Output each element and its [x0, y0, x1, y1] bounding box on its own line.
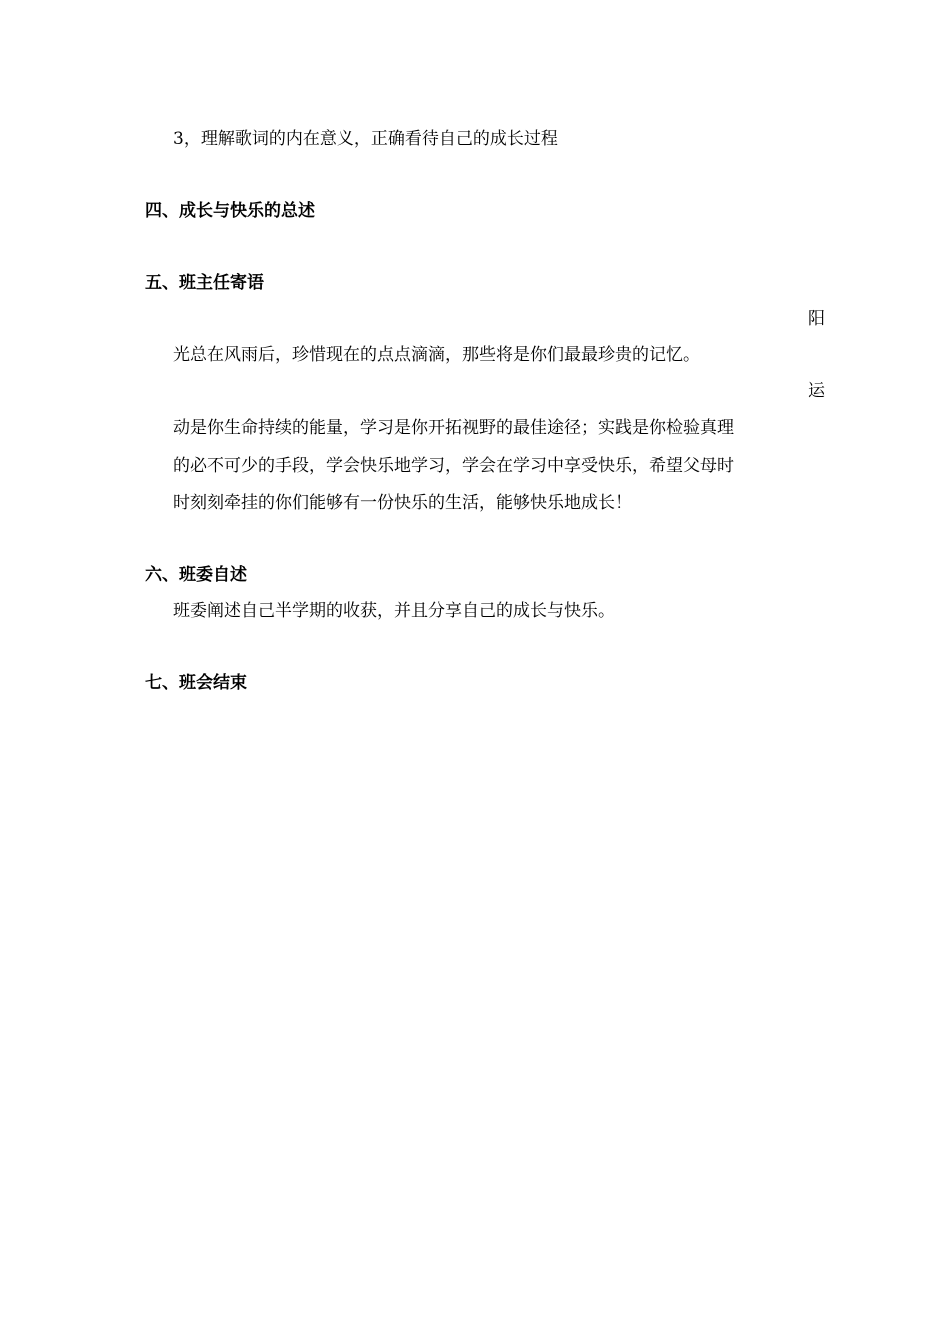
paragraph-2-first-char: 运 — [808, 381, 825, 401]
committee-paragraph: 班委阐述自己半学期的收获，并且分享自己的成长与快乐。 — [173, 601, 615, 621]
paragraph-2-line-2: 的必不可少的手段，学会快乐地学习，学会在学习中享受快乐，希望父母时 — [173, 456, 734, 476]
list-item-3: 3，理解歌词的内在意义，正确看待自己的成长过程 — [173, 129, 558, 149]
paragraph-2-line-1: 动是你生命持续的能量，学习是你开拓视野的最佳途径；实践是你检验真理 — [173, 418, 734, 438]
section-heading-committee: 六、班委自述 — [145, 565, 247, 585]
section-heading-summary: 四、成长与快乐的总述 — [145, 201, 315, 221]
section-heading-meeting-end: 七、班会结束 — [145, 673, 247, 693]
paragraph-1-first-char: 阳 — [808, 309, 825, 329]
paragraph-1-text: 光总在风雨后，珍惜现在的点点滴滴，那些将是你们最最珍贵的记忆。 — [173, 345, 700, 365]
paragraph-2-line-3: 时刻刻牵挂的你们能够有一份快乐的生活，能够快乐地成长！ — [173, 493, 632, 513]
section-heading-teacher-message: 五、班主任寄语 — [145, 273, 264, 293]
